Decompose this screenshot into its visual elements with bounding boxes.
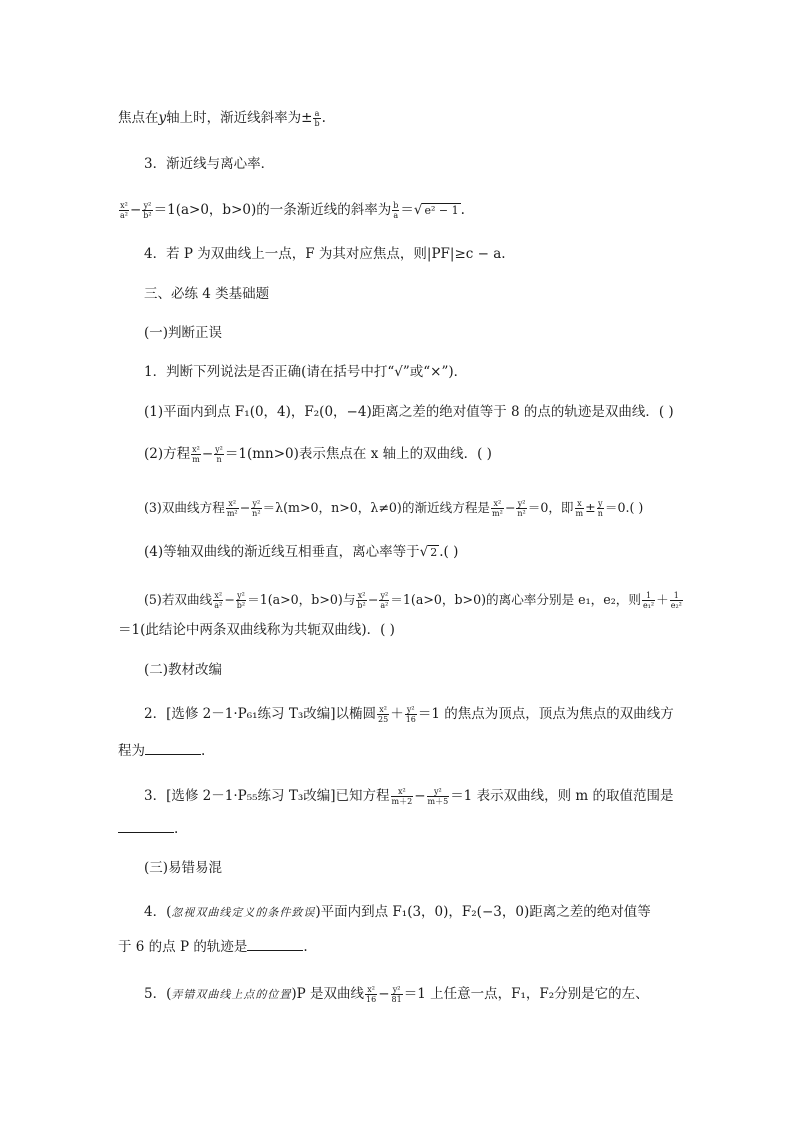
line-eccentricity: $\frac{\text{x²}}{\text{a²}}$ − $\frac{\text{y²}}{\text{b²}}$ ＝1(a>0，b>0)的一条渐近线的斜率为 $\frac{b}{a}$ ＝√ e² − 1 . <box>120 201 465 220</box>
subsection-2-heading: (二)教材改编 <box>144 662 223 678</box>
question-1-2: (2)方程 $\frac{\text{x²}}{m}$ − $\frac{\text{y²}}{n}$ ＝1(mn>0)表示焦点在 x 轴上的双曲线．( ) <box>144 445 492 464</box>
question-1-4: (4)等轴双曲线的渐近线互相垂直，离心率等于√ 2 .( ) <box>144 544 459 560</box>
question-1-3: (3)双曲线方程 $\frac{\text{x²}}{\text{m²}}$ − $\frac{\text{y²}}{\text{n²}}$ ＝λ(m>0，n>0，λ≠0)的渐近线方程是 $\frac{\text{x²}}{\text{m²}}$ − $\frac{\text{y²}}{\text{n²}}$ ＝0，即 $\frac{x}{m}$ ± $\frac{y}{n}$ ＝0.( ) <box>144 499 644 518</box>
part-3-heading: 三、必练 4 类基础题 <box>144 286 270 302</box>
subsection-3-heading: (三)易错易混 <box>144 860 223 876</box>
question-3-answer-line: . <box>118 818 178 839</box>
question-1-5: (5)若双曲线 $\frac{\text{x²}}{\text{a²}}$ − $\frac{\text{y²}}{\text{b²}}$ ＝1(a>0，b>0)与 $\frac{\text{x²}}{\text{b²}}$ − $\frac{\text{y²}}{\text{a²}}$ ＝1(a>0，b>0)的离心率分别是 e₁，e₂，则 $\frac{1}{\text{e₁²}}$ ＋ $\frac{1}{\text{e₂²}}$ <box>144 591 682 610</box>
question-1-1: (1)平面内到点 F₁(0，4)，F₂(0，−4)距离之差的绝对值等于 8 的点的轨迹是双曲线．( ) <box>144 404 674 420</box>
answer-blank[interactable] <box>145 740 201 755</box>
subsection-1-heading: (一)判断正误 <box>144 325 223 341</box>
section-4-text: 4．若 P 为双曲线上一点，F 为其对应焦点，则|PF|≥c − a. <box>144 246 506 262</box>
question-1: 1．判断下列说法是否正确(请在括号中打“√”或“×”)． <box>144 364 468 380</box>
question-1-5-continued: ＝1(此结论中两条双曲线称为共轭双曲线)．( ) <box>118 622 395 638</box>
answer-blank[interactable] <box>247 936 303 951</box>
question-4: 4．(忽视双曲线定义的条件致误)平面内到点 F₁(3，0)，F₂(−3，0)距离之差的绝对值等 <box>144 904 651 920</box>
section-3-heading: 3．渐近线与离心率． <box>144 156 275 172</box>
question-3: 3．[选修 2－1·P₅₅练习 T₃改编]已知方程 $\frac{\text{x²}}{m+2}$ − $\frac{\text{y²}}{m+5}$ ＝1 表示双曲线，则 m 的取值范围是 <box>144 787 674 806</box>
question-5: 5．(弄错双曲线上点的位置)P 是双曲线 $\frac{\text{x²}}{16}$ − $\frac{\text{y²}}{81}$ ＝1 上任意一点，F₁，F₂分别是它的左、 <box>144 985 649 1004</box>
line-focus-y: 焦点在y轴上时，渐近线斜率为± $\frac{a}{b}$ . <box>118 109 326 128</box>
question-2-continued: 程为 . <box>118 740 205 761</box>
fraction: $\frac{a}{b}$ <box>314 109 320 128</box>
question-2: 2．[选修 2－1·P₆₁练习 T₃改编]以椭圆 $\frac{\text{x²}}{25}$ ＋ $\frac{\text{y²}}{16}$ ＝1 的焦点为顶点，顶点为焦点的双曲线方 <box>144 705 674 724</box>
answer-blank[interactable] <box>118 818 174 833</box>
question-4-continued: 于 6 的点 P 的轨迹是 . <box>118 936 308 957</box>
